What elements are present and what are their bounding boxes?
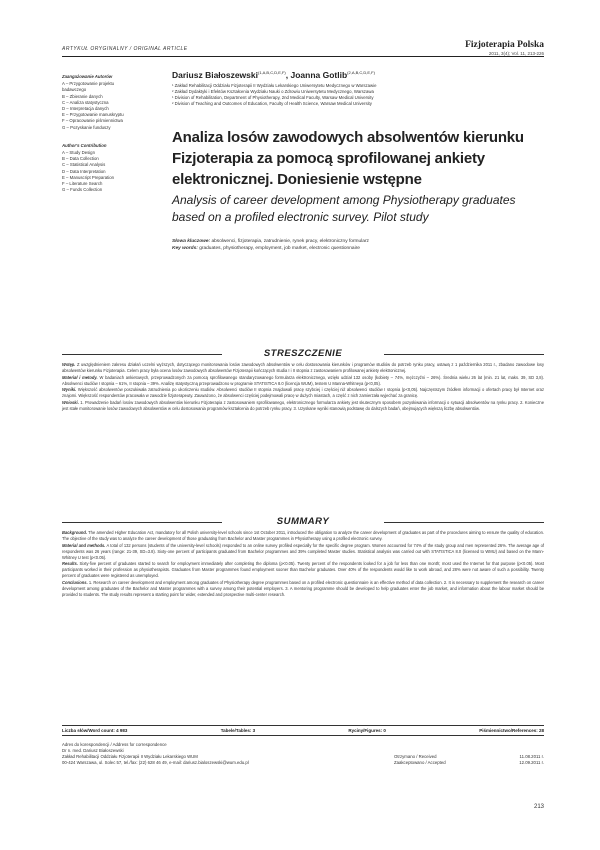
abstract-paragraph	[62, 387, 544, 399]
summary-body	[62, 530, 544, 598]
sidebar-en-item: E – Manuscript Preparation	[62, 174, 115, 180]
page-number: 213	[533, 804, 544, 810]
abstract-paragraph-text: 1. Research on career development and employment among graduates of Physiotherapy degree programmes based on a profiled electronic questionnaire is an effective method of data collection. 2. It is necessary to supplement the research on career development among graduates of the Bachelor and Master programmes with a survey among their potential employers. 3. A mentoring programme should be developed to help graduates enter the job market, and information about the labour market should be provided to students. The study results represent a starting point for wider, extended and prospective multi-center research.	[62, 579, 544, 597]
sidebar-pl-item: E – Przygotowanie manuskryptu	[62, 112, 124, 118]
abstract-paragraph	[62, 530, 544, 542]
abstract-paragraph-label: Wyniki.	[62, 387, 77, 392]
article-dates	[394, 754, 544, 766]
corr-label: Adres do korespondencji / Address for correspondence	[62, 742, 167, 747]
author-2: Joanna Gotlib	[290, 70, 348, 80]
abstract-paragraph-label: Wnioski.	[62, 399, 79, 405]
tables-count: Tabele/Tables: 3	[220, 728, 256, 733]
sidebar-en-item: A – Study Design	[62, 150, 95, 156]
sidebar-en-item: B – Data Collection	[62, 156, 99, 162]
sidebar-pl-item: G – Pozyskanie funduszy	[62, 124, 111, 130]
abstract-paragraph-text: The amended Higher Education Act, mandatory for all Polish university-level schools since 1st October 2011, introduced the obligation to analyze the career development of graduates as part of the procedures aiming to ensure the quality of education. The objective of the study was to analyze the career development of those graduating from Bachelor and Master programmes in Physiotherapy using a profiled electronic survey.	[62, 530, 544, 541]
sidebar-en-list	[62, 150, 160, 193]
journal-title: Fizjoterapia Polska	[465, 40, 544, 50]
received-date: 11.08.2011 r.	[519, 754, 544, 759]
accepted-date: 12.09.2011 r.	[519, 760, 544, 765]
abstract-paragraph-label: Conclusions.	[62, 579, 88, 585]
abstract-paragraph-label: Results.	[62, 561, 78, 566]
abstract-paragraph-text: 1. Prowadzenie badań losów zawodowych absolwentów kierunku Fizjoterapia z zastosowaniem sprofilowanego, elektronicznego formularza ankiety jest skutecznym sposobem pozyskiwania informacji o sytuacji absolwentów na rynku pracy. 2. Konieczne jest stałe monitorowanie losów zawodowych absolwentów w celu dostosowania programów kształcenia do potrzeb rynku pracy. 3. Uzyskane wyniki stanowią podstawę do dalszych badań, obejmujących większą liczbę absolwentów.	[62, 399, 544, 411]
sidebar-en-item: C – Statistical Analysis	[62, 162, 106, 168]
article-header	[172, 70, 544, 252]
summary-heading: SUMMARY	[62, 516, 544, 527]
figures-count: Ryciny/Figures: 0	[348, 728, 386, 733]
journal-volume: 2011, 3(4); Vol. 11, 213-226	[488, 51, 544, 56]
authors: Dariusz Białoszewski$^{(1,A,B,C,D,E,F)}$, Joanna Gotlib$^{(2,A,B,C,D,E,F)}$	[172, 70, 375, 80]
abstract-paragraph-text: Sixty-five percent of graduates started to search for employment immediately after completing the diploma (p<0.05). Twenty percent of the respondents looked for a job for less than one month; most used the Internet for that purpose (p<0.05). Most participants worked in their profession as physiotherapists. Graduates from Master programmes found employment sooner than Bachelor graduates. Over 40% of the respondents would like to work abroad, and 28% were not aware of such a possibility. Twenty percent of graduates were registered as unemployed.	[62, 561, 544, 578]
article-stats	[62, 725, 544, 736]
sidebar-pl-list	[62, 81, 160, 131]
sidebar-pl-item: A – Przygotowanie projektu	[62, 81, 115, 87]
abstract-paragraph-text: W badaniach ankietowych, przeprowadzonych za pomocą sprofilowanego standaryzowanego formularza elektronicznego, wzięło udział 132 osoby (kobiety – 74%, mężczyźni – 26%). Średnia wieku 26 lat (min. 21 lat, maks. 39, SD 3,8). Absolwenci studiów I stopnia – 61%, II stopnia – 39%. Analizę statystyczną przeprowadzono w programie STATISTICA 8.0 (licencja WUM), testem U Manna-Whitneya (p<0,05).	[62, 374, 544, 386]
abstract-paragraph-text: A total of 132 persons (students of the university-level schools) responded to an online survey profiled especially for the specific degree program. Women accounted for 74% of the study group and men represented 26%. The average age of respondents was 26 years (range: 21-39, SD=3.8). Sixty-one percent of participants graduated from Bachelor programmes and 39% completed Master studies. Statistical analysis was carried out with STATISTICA 8.0 (licensed to WMU) and based on the Mann-Whitney U test (p<0.05).	[62, 542, 544, 560]
affiliation: ² Zakład Dydaktyki i Efektów Kształcenia Wydziału Nauki o Zdrowiu Uniwersytetu Medycznego, Warszawa	[172, 89, 374, 94]
polish-title: Analiza losów zawodowych absolwentów kierunku Fizjoterapia za pomocą sprofilowanej ankiety elektronicznej. Doniesienie wstępne	[172, 129, 524, 188]
streszczenie-heading: STRESZCZENIE	[62, 348, 544, 359]
abstract-paragraph	[62, 375, 544, 387]
received-label: Otrzymano / Received	[394, 754, 437, 759]
abstract-paragraph-text: Większość absolwentów poszukiwała zatrudnienia po ukończeniu studiów. Absolwenci studiów II stopnia znajdowali pracę szybciej i częściej niż absolwenci studiów I stopnia (p<0,05). Najczęstszym źródłem informacji o ofertach pracy był Internet oraz znajomi. Większość respondentów pracowała w zawodzie fizjoterapeuty. Zauważono, że absolwenci częściej podejmowali pracę w dużych miastach, a część z nich zamierzała wyjechać za granicę.	[62, 387, 544, 398]
section-label: ARTYKUŁ ORYGINALNY / ORIGINAL ARTICLE	[62, 46, 188, 52]
affiliation: ¹ Zakład Rehabilitacji Oddziału Fizjoterapii II Wydziału Lekarskiego Uniwersytetu Medycznego w Warszawie	[172, 83, 377, 88]
english-title: Analysis of career development among Physiotherapy graduates based on a profiled electronic survey. Pilot study	[172, 193, 516, 224]
corr-address-1: Zakład Rehabilitacji Oddziału Fizjoterapii II Wydziału Lekarskiego WUM	[62, 754, 198, 759]
keywords-en-label: Key words:	[172, 246, 198, 251]
corr-address-2: 00-424 Warszawa, ul. Solec 57, tel./fax: (22) 628 46 49, e-mail: dariusz.bialoszewski@wum.edu.pl	[62, 760, 249, 765]
sidebar-en-item: F – Literature Search	[62, 181, 103, 187]
word-count: Liczba słów/Word count: 4 983	[62, 728, 128, 733]
references-count: Piśmiennictwo/References: 28	[479, 728, 544, 733]
sidebar-pl-item: C – Analiza statystyczna	[62, 99, 109, 105]
abstract-paragraph-label: Wstęp.	[62, 362, 76, 367]
keywords-pl-label: Słowa kluczowe:	[172, 239, 211, 244]
journal-info	[465, 40, 544, 56]
sidebar-pl-title: Zaangażowanie Autorów	[62, 74, 113, 79]
keywords-en: graduates, physiotherapy, employment, job market, electronic questionnaire	[199, 246, 360, 251]
abstract-paragraph-label: Background.	[62, 530, 88, 535]
author-1-sup: (1,A,B,C,D,E,F)	[257, 70, 286, 76]
sidebar-pl-item: F – Opracowanie piśmiennictwa	[62, 118, 123, 124]
streszczenie-body	[62, 362, 544, 412]
affiliation: ² Division of Teaching and Outcomes of Education, Faculty of Health Science, Warsaw Medical University	[172, 101, 372, 106]
accepted-label: Zaakceptowano / Accepted	[394, 760, 446, 765]
affiliations	[172, 83, 544, 107]
header-rule	[62, 56, 544, 57]
author-contribution-sidebar	[62, 74, 160, 193]
sidebar-en-item: D – Data Interpretation	[62, 168, 106, 174]
keywords-pl: absolwenci, fizjoterapia, zatrudnienie, rynek pracy, elektroniczny formularz	[211, 239, 369, 244]
abstract-paragraph-label: Materiał i metody.	[62, 374, 98, 380]
abstract-paragraph-label: Material and methods.	[62, 542, 106, 548]
sidebar-pl-item: B – Zbieranie danych	[62, 93, 103, 99]
affiliation: ¹ Division of Rehabilitation, Department of Physiotherapy, 2nd Medical Faculty, Warsaw Medical University	[172, 95, 374, 100]
sidebar-pl-item: D – Interpretacja danych	[62, 106, 109, 112]
sidebar-pl-item: badawczego	[62, 87, 87, 93]
abstract-paragraph	[62, 580, 544, 598]
sidebar-en-item: G – Funds Collection	[62, 187, 103, 193]
sidebar-en-title: Author's Contribution	[62, 142, 107, 148]
correspondence	[62, 742, 362, 766]
abstract-paragraph	[62, 543, 544, 561]
keywords	[172, 238, 544, 252]
abstract-paragraph	[62, 362, 544, 374]
abstract-paragraph-text: Z uwzględnieniem zakresu działań uczelni wyższych, dotyczącego monitorowania losów zawodowych absolwentów w celu dostosowania kierunków i programów studiów do potrzeb rynku pracy, ustawą z 1 października 2011 r., zbadano zawodowe losy absolwentów kierunku Fizjoterapia. Celem pracy była ocena losów zawodowych absolwentów Fizjoterapii kończących studia I i II stopnia z zastosowaniem profilowanej ankiety elektronicznej.	[62, 362, 544, 373]
abstract-paragraph	[62, 400, 544, 412]
abstract-paragraph	[62, 561, 544, 579]
corr-name: Dr n. med. Dariusz Białoszewski	[62, 748, 124, 753]
author-2-sup: (2,A,B,C,D,E,F)	[347, 70, 375, 76]
author-1: Dariusz Białoszewski	[172, 70, 258, 80]
